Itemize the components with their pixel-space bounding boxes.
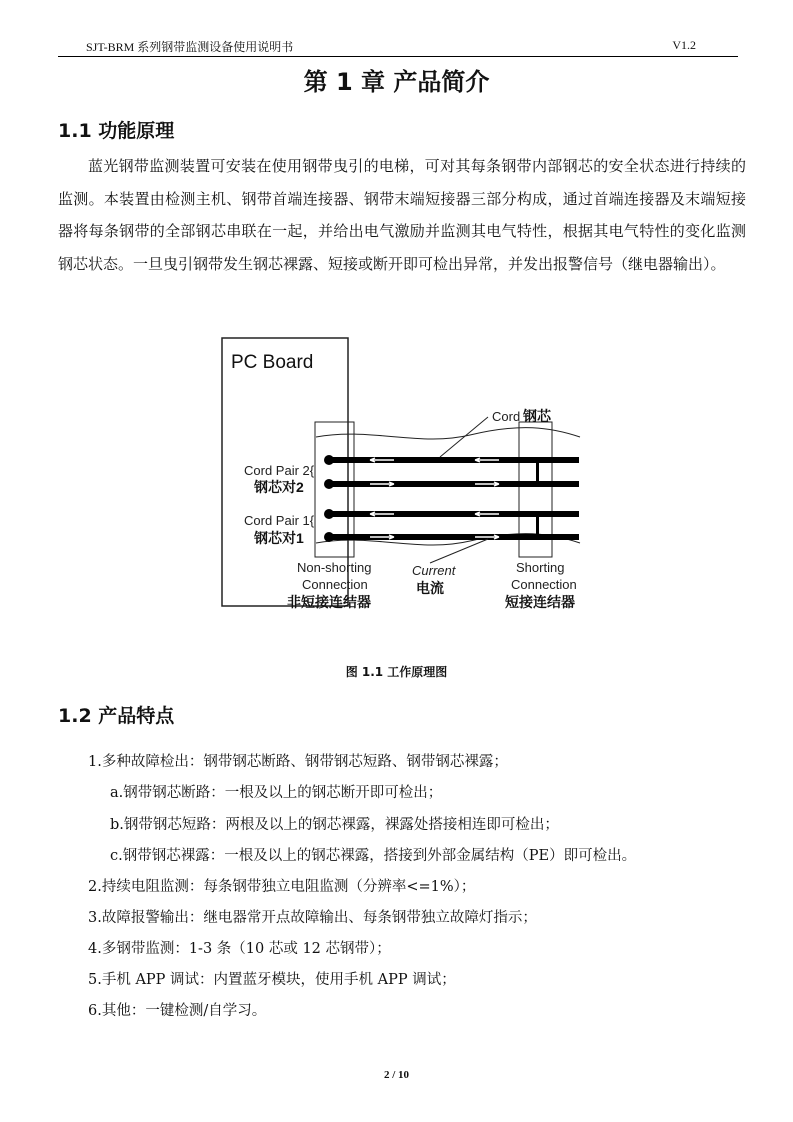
feature-item-2: 2.持续电阻监测：每条钢带独立电阻监测（分辨率<=1%）； bbox=[88, 879, 476, 895]
feature-item-1: 1.多种故障检出：钢带钢芯断路、钢带钢芯短路、钢带钢芯裸露； bbox=[88, 754, 508, 770]
feature-item-6: 6.其他：一键检测/自学习。 bbox=[88, 1003, 267, 1019]
cord-pair-1-label-en: Cord Pair 1{ bbox=[244, 513, 315, 528]
shorting-label-en-2: Connection bbox=[511, 577, 577, 592]
feature-item-4: 4.多钢带监测：1-3 条（10 芯或 12 芯钢带）； bbox=[88, 941, 391, 957]
current-leader-line bbox=[430, 539, 488, 563]
shorting-label-cn: 短接连结器 bbox=[505, 594, 575, 610]
section-1-1-title: 1.1 功能原理 bbox=[58, 120, 175, 142]
figure-caption: 图 1.1 工作原理图 bbox=[345, 665, 448, 679]
cord-label-cn: 钢芯 bbox=[523, 408, 551, 424]
section-1-1-paragraph: 蓝光钢带监测装置可安装在使用钢带曳引的电梯，可对其每条钢带内部钢芯的安全状态进行持续的监测。本装置由检测主机、钢带首端连接器、钢带末端短接器三部分构成，通过首端连接器及末端短接器将每条钢带的全部钢芯串联在一起，并给出电气激励并监测其电气特性，根据其电气特性的变化监测钢芯状态。一旦曳引钢带发生钢芯裸露、短接或断开即可检出异常，并发出报警信号（继电器输出）。 bbox=[58, 157, 746, 273]
belt-outline-top bbox=[316, 428, 580, 439]
section-1-2-title: 1.2 产品特点 bbox=[58, 705, 175, 727]
header-divider bbox=[58, 56, 738, 57]
feature-subitem-a: a.钢带钢芯断路：一根及以上的钢芯断开即可检出； bbox=[110, 785, 443, 801]
non-shorting-label-en-2: Connection bbox=[302, 577, 368, 592]
cord-pair-1-label-cn: 钢芯对1 bbox=[254, 530, 304, 546]
feature-item-5: 5.手机 APP 调试：内置蓝牙模块，使用手机 APP 调试； bbox=[88, 972, 456, 988]
terminal-dot bbox=[324, 532, 334, 542]
cord-line bbox=[325, 511, 579, 517]
cord-label-en: Cord bbox=[492, 409, 521, 424]
feature-item-3: 3.故障报警输出：继电器常开点故障输出、每条钢带独立故障灯指示； bbox=[88, 910, 537, 926]
current-label-cn: 电流 bbox=[416, 580, 444, 596]
working-principle-diagram bbox=[220, 335, 600, 615]
shorting-bar bbox=[536, 514, 539, 540]
current-label-en: Current bbox=[412, 563, 456, 578]
shorting-label-en-1: Shorting bbox=[516, 560, 565, 575]
header-version: V1.2 bbox=[672, 38, 696, 52]
page-number: 2 / 10 bbox=[383, 1069, 410, 1081]
non-shorting-label-en-1: Non-shorting bbox=[297, 560, 372, 575]
cord-line bbox=[325, 457, 579, 463]
cord-line bbox=[325, 481, 579, 487]
chapter-title: 第 1 章 产品简介 bbox=[303, 68, 490, 96]
non-shorting-label-cn: 非短接连结器 bbox=[287, 594, 371, 610]
feature-subitem-c: c.钢带钢芯裸露：一根及以上的钢芯裸露，搭接到外部金属结构（PE）即可检出。 bbox=[110, 848, 637, 864]
pc-board-label: PC Board bbox=[231, 352, 314, 373]
header-title: SJT-BRM 系列钢带监测设备使用说明书 bbox=[86, 40, 294, 54]
terminal-dot bbox=[324, 455, 334, 465]
cord-line bbox=[325, 534, 579, 540]
cord-pair-2-label-en: Cord Pair 2{ bbox=[244, 463, 315, 478]
terminal-dot bbox=[324, 479, 334, 489]
shorting-bar bbox=[536, 460, 539, 486]
cord-pair-2-label-cn: 钢芯对2 bbox=[254, 479, 304, 495]
cord-leader-line bbox=[440, 417, 488, 457]
feature-subitem-b: b.钢带钢芯短路：两根及以上的钢芯裸露，裸露处搭接相连即可检出； bbox=[110, 817, 559, 833]
terminal-dot bbox=[324, 509, 334, 519]
